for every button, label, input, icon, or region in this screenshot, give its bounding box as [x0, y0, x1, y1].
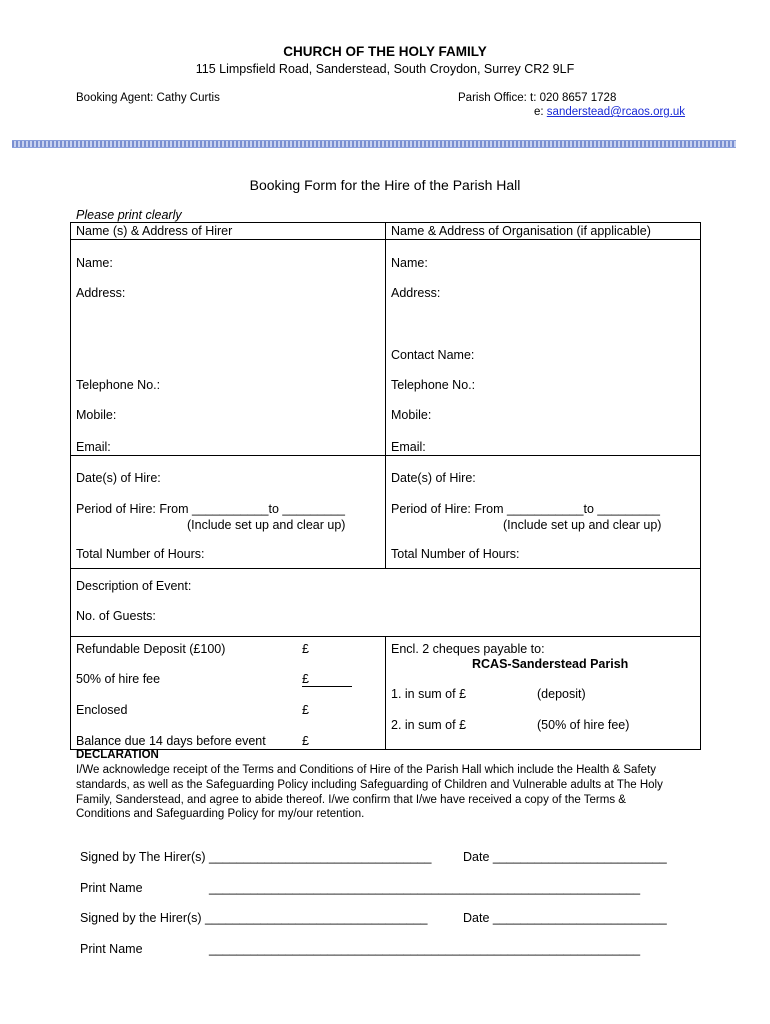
hirer-name-label[interactable]: Name: — [76, 256, 113, 270]
hirer-telephone-label[interactable]: Telephone No.: — [76, 378, 161, 392]
enclosed-amount[interactable]: £ — [302, 703, 309, 717]
deposit-amount[interactable]: £ — [302, 642, 309, 656]
balance-label: Balance due 14 days before event — [76, 734, 266, 748]
declaration-line-1: I/We acknowledge receipt of the Terms and Conditions of Hire of the Parish Hall which include the Health & Safety — [76, 764, 656, 776]
email-prefix: e: — [534, 106, 547, 118]
hirer-address-label[interactable]: Address: — [76, 286, 126, 300]
first-cheque-note: (deposit) — [537, 687, 586, 701]
second-cheque-sum[interactable]: 2. in sum of £ — [391, 718, 467, 732]
booking-agent: Booking Agent: Cathy Curtis — [76, 92, 220, 104]
event-row-span — [384, 569, 387, 636]
hire-fee-amount[interactable] — [302, 672, 352, 687]
hirer-mobile-label[interactable]: Mobile: — [76, 408, 117, 422]
hirer-period-label[interactable]: Period of Hire: From ___________to _________ — [76, 502, 345, 516]
signature-date-1[interactable]: Date _________________________ — [463, 850, 667, 864]
org-contact-name-label[interactable]: Contact Name: — [391, 348, 475, 362]
org-email-label[interactable]: Email: — [391, 440, 426, 454]
org-mobile-label[interactable]: Mobile: — [391, 408, 432, 422]
hire-fee-label: 50% of hire fee — [76, 672, 161, 686]
print-name-field-2[interactable]: ______________________________________________________________ — [209, 942, 641, 956]
header-divider — [12, 140, 736, 148]
contact-section-rule — [70, 455, 700, 456]
org-dates-label[interactable]: Date(s) of Hire: — [391, 471, 476, 485]
org-period-note: (Include set up and clear up) — [503, 518, 662, 532]
church-name: CHURCH OF THE HOLY FAMILY — [283, 44, 487, 59]
org-name-label[interactable]: Name: — [391, 256, 428, 270]
email-link[interactable]: sanderstead@rcaos.org.uk — [546, 106, 686, 118]
hirer-signature-1[interactable]: Signed by The Hirer(s) ________________________________ — [80, 850, 432, 864]
hirer-total-hours-label[interactable]: Total Number of Hours: — [76, 547, 205, 561]
second-cheque-note: (50% of hire fee) — [537, 718, 630, 732]
hirer-email-label[interactable]: Email: — [76, 440, 111, 454]
church-address: 115 Limpsfield Road, Sanderstead, South Croydon, Surrey CR2 9LF — [195, 62, 575, 76]
hirer-period-note: (Include set up and clear up) — [187, 518, 346, 532]
print-name-label-2: Print Name — [80, 942, 143, 956]
form-title: Booking Form for the Hire of the Parish Hall — [249, 177, 521, 193]
org-period-label[interactable]: Period of Hire: From ___________to _________ — [391, 502, 660, 516]
hire-fee-pound: £ — [302, 672, 352, 687]
hirer-dates-label[interactable]: Date(s) of Hire: — [76, 471, 161, 485]
declaration-heading: DECLARATION — [76, 749, 159, 761]
hirer-column-header: Name (s) & Address of Hirer — [76, 224, 233, 238]
hirer-signature-2[interactable]: Signed by the Hirer(s) ________________________________ — [80, 911, 428, 925]
org-total-hours-label[interactable]: Total Number of Hours: — [391, 547, 520, 561]
declaration-line-3: Family, Sanderstead, and agree to abide thereof. I/we confirm that I/we have received a copy of the Terms & — [76, 794, 626, 806]
guests-label[interactable]: No. of Guests: — [76, 609, 160, 623]
cheques-label: Encl. 2 cheques payable to: — [391, 642, 545, 656]
declaration-line-2: standards, as well as the Safeguarding Policy including Safeguarding of Children and Vulnerable adults at The Holy — [76, 779, 663, 791]
print-clearly-note: Please print clearly — [76, 208, 182, 222]
org-telephone-label[interactable]: Telephone No.: — [391, 378, 476, 392]
print-name-field-1[interactable]: ______________________________________________________________ — [209, 881, 641, 895]
balance-amount[interactable]: £ — [302, 734, 309, 748]
deposit-label: Refundable Deposit (£100) — [76, 642, 226, 656]
first-cheque-sum[interactable]: 1. in sum of £ — [391, 687, 467, 701]
parish-office-email — [534, 106, 685, 118]
organisation-column-header: Name & Address of Organisation (if applicable) — [391, 224, 651, 238]
declaration-line-4: Conditions and Safeguarding Policy for my/our retention. — [76, 808, 365, 820]
org-address-label[interactable]: Address: — [391, 286, 441, 300]
parish-office-phone: Parish Office: t: 020 8657 1728 — [458, 92, 617, 104]
enclosed-label: Enclosed — [76, 703, 128, 717]
event-section-rule — [70, 636, 700, 637]
signature-date-2[interactable]: Date _________________________ — [463, 911, 667, 925]
table-header-rule — [70, 239, 700, 240]
payee-name: RCAS-Sanderstead Parish — [472, 657, 629, 671]
event-description-label[interactable]: Description of Event: — [76, 579, 195, 593]
print-name-label-1: Print Name — [80, 881, 143, 895]
table-column-divider — [385, 222, 386, 749]
